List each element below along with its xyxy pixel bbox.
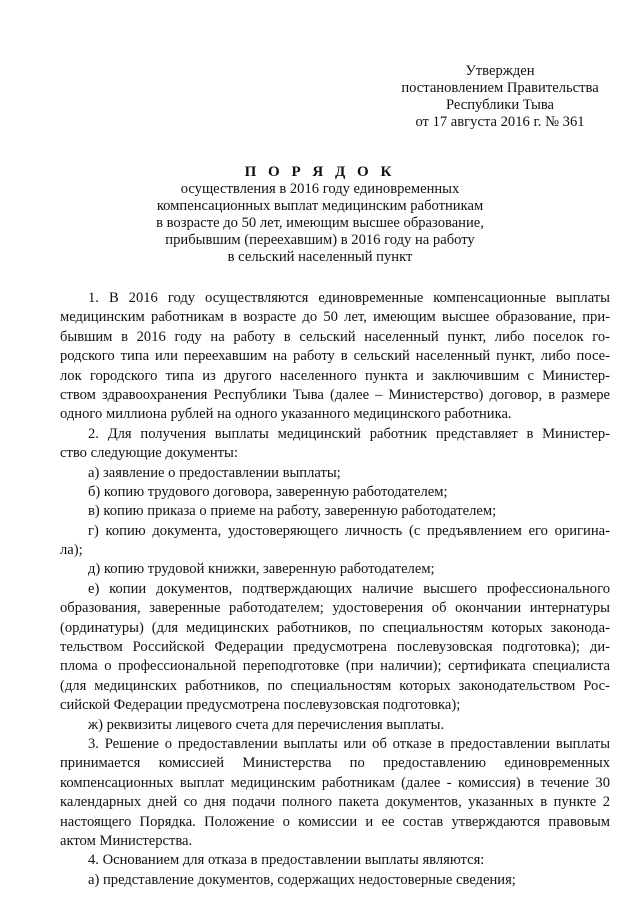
- document-line: календарных дней со дня подачи полного пакета документов, указанных в пункте 2: [60, 794, 610, 811]
- document-subtitle: [0, 181, 640, 266]
- subtitle-line: компенсационных выплат медицинским работникам: [156, 198, 484, 214]
- document-line: в) копию приказа о приеме на работу, заверенную работодателем;: [88, 503, 497, 520]
- document-line: ла);: [60, 542, 83, 559]
- document-body: [60, 289, 610, 890]
- document-line: компенсационных выплат медицинским работникам (далее - комиссия) в течение 30: [60, 774, 610, 791]
- approval-line: от 17 августа 2016 г. № 361: [415, 114, 585, 130]
- approval-line: Республики Тыва: [445, 97, 555, 113]
- document-line: медицинским работникам в возрасте до 50 лет, имеющим высшее образование, при-: [60, 309, 610, 326]
- document-line: ж) реквизиты лицевого счета для перечисления выплаты.: [88, 716, 445, 733]
- document-line: (для медицинских работников, по специальностям которых законодательством Рос-: [60, 677, 610, 694]
- subtitle-line: прибывшим (переехавшим) в 2016 году на работу: [165, 232, 475, 248]
- document-line: 4. Основанием для отказа в предоставлении выплаты являются:: [88, 852, 485, 869]
- document-line: е) копии документов, подтверждающих наличие высшего профессионального: [88, 580, 610, 597]
- document-line: г) копию документа, удостоверяющего личность (с предъявлением его оригина-: [88, 522, 610, 539]
- subtitle-line: в сельский населенный пункт: [227, 249, 413, 265]
- document-line: принимается комиссией Министерства по предоставлению единовременных: [60, 755, 610, 772]
- document-line: б) копию трудового договора, заверенную работодателем;: [88, 483, 448, 500]
- document-line: тельством Российской Федерации предусмотрена послевузовская подготовка); ди-: [60, 639, 610, 656]
- document-line: а) заявление о предоставлении выплаты;: [88, 464, 341, 481]
- document-line: бывшим в 2016 году на работу в сельский населенный пункт, либо поселок го-: [60, 328, 610, 345]
- document-line: 3. Решение о предоставлении выплаты или об отказе в предоставлении выплаты: [88, 735, 610, 752]
- document-line: ством здравоохранения Республики Тыва (далее – Министерство) договор, в размере: [60, 386, 610, 403]
- document-line: плома о профессиональной переподготовке (при наличии); сертификата специалиста: [60, 658, 610, 675]
- document-line: одного миллиона рублей на одного указанного медицинского работника.: [60, 406, 512, 423]
- document-line: а) представление документов, содержащих недостоверные сведения;: [88, 871, 516, 888]
- document-line: сийской Федерации предусмотрена послевузовская подготовка);: [60, 697, 461, 714]
- document-line: д) копию трудовой книжки, заверенную работодателем;: [88, 561, 435, 578]
- approval-line: Утвержден: [465, 63, 535, 79]
- document-line: лок городского типа из другого населенного пункта и заключившим с Министер-: [60, 367, 610, 384]
- approval-line: постановлением Правительства: [401, 80, 599, 96]
- document-line: ство следующие документы:: [60, 445, 238, 462]
- subtitle-line: в возрасте до 50 лет, имеющим высшее образование,: [156, 215, 484, 231]
- document-line: 1. В 2016 году осуществляются единовременные компенсационные выплаты: [88, 290, 610, 306]
- document-line: родского типа или переехавшим на работу в сельский населенный пункт, либо посе-: [60, 348, 610, 365]
- document-line: актом Министерства.: [60, 832, 193, 849]
- document-line: 2. Для получения выплаты медицинский работник представляет в Министер-: [88, 425, 610, 442]
- document-title: П О Р Я Д О К: [244, 164, 396, 180]
- approval-stamp: [380, 63, 620, 131]
- subtitle-line: осуществления в 2016 году единовременных: [180, 181, 460, 197]
- document-line: образования, заверенные работодателем; удостоверения об окончании интернатуры: [60, 600, 610, 617]
- document-line: (ординатуры) (для медицинских работников, по специальностям которых законода-: [60, 619, 610, 636]
- document-line: настоящего Порядка. Положение о комиссии и ее состав утверждаются правовым: [60, 813, 610, 830]
